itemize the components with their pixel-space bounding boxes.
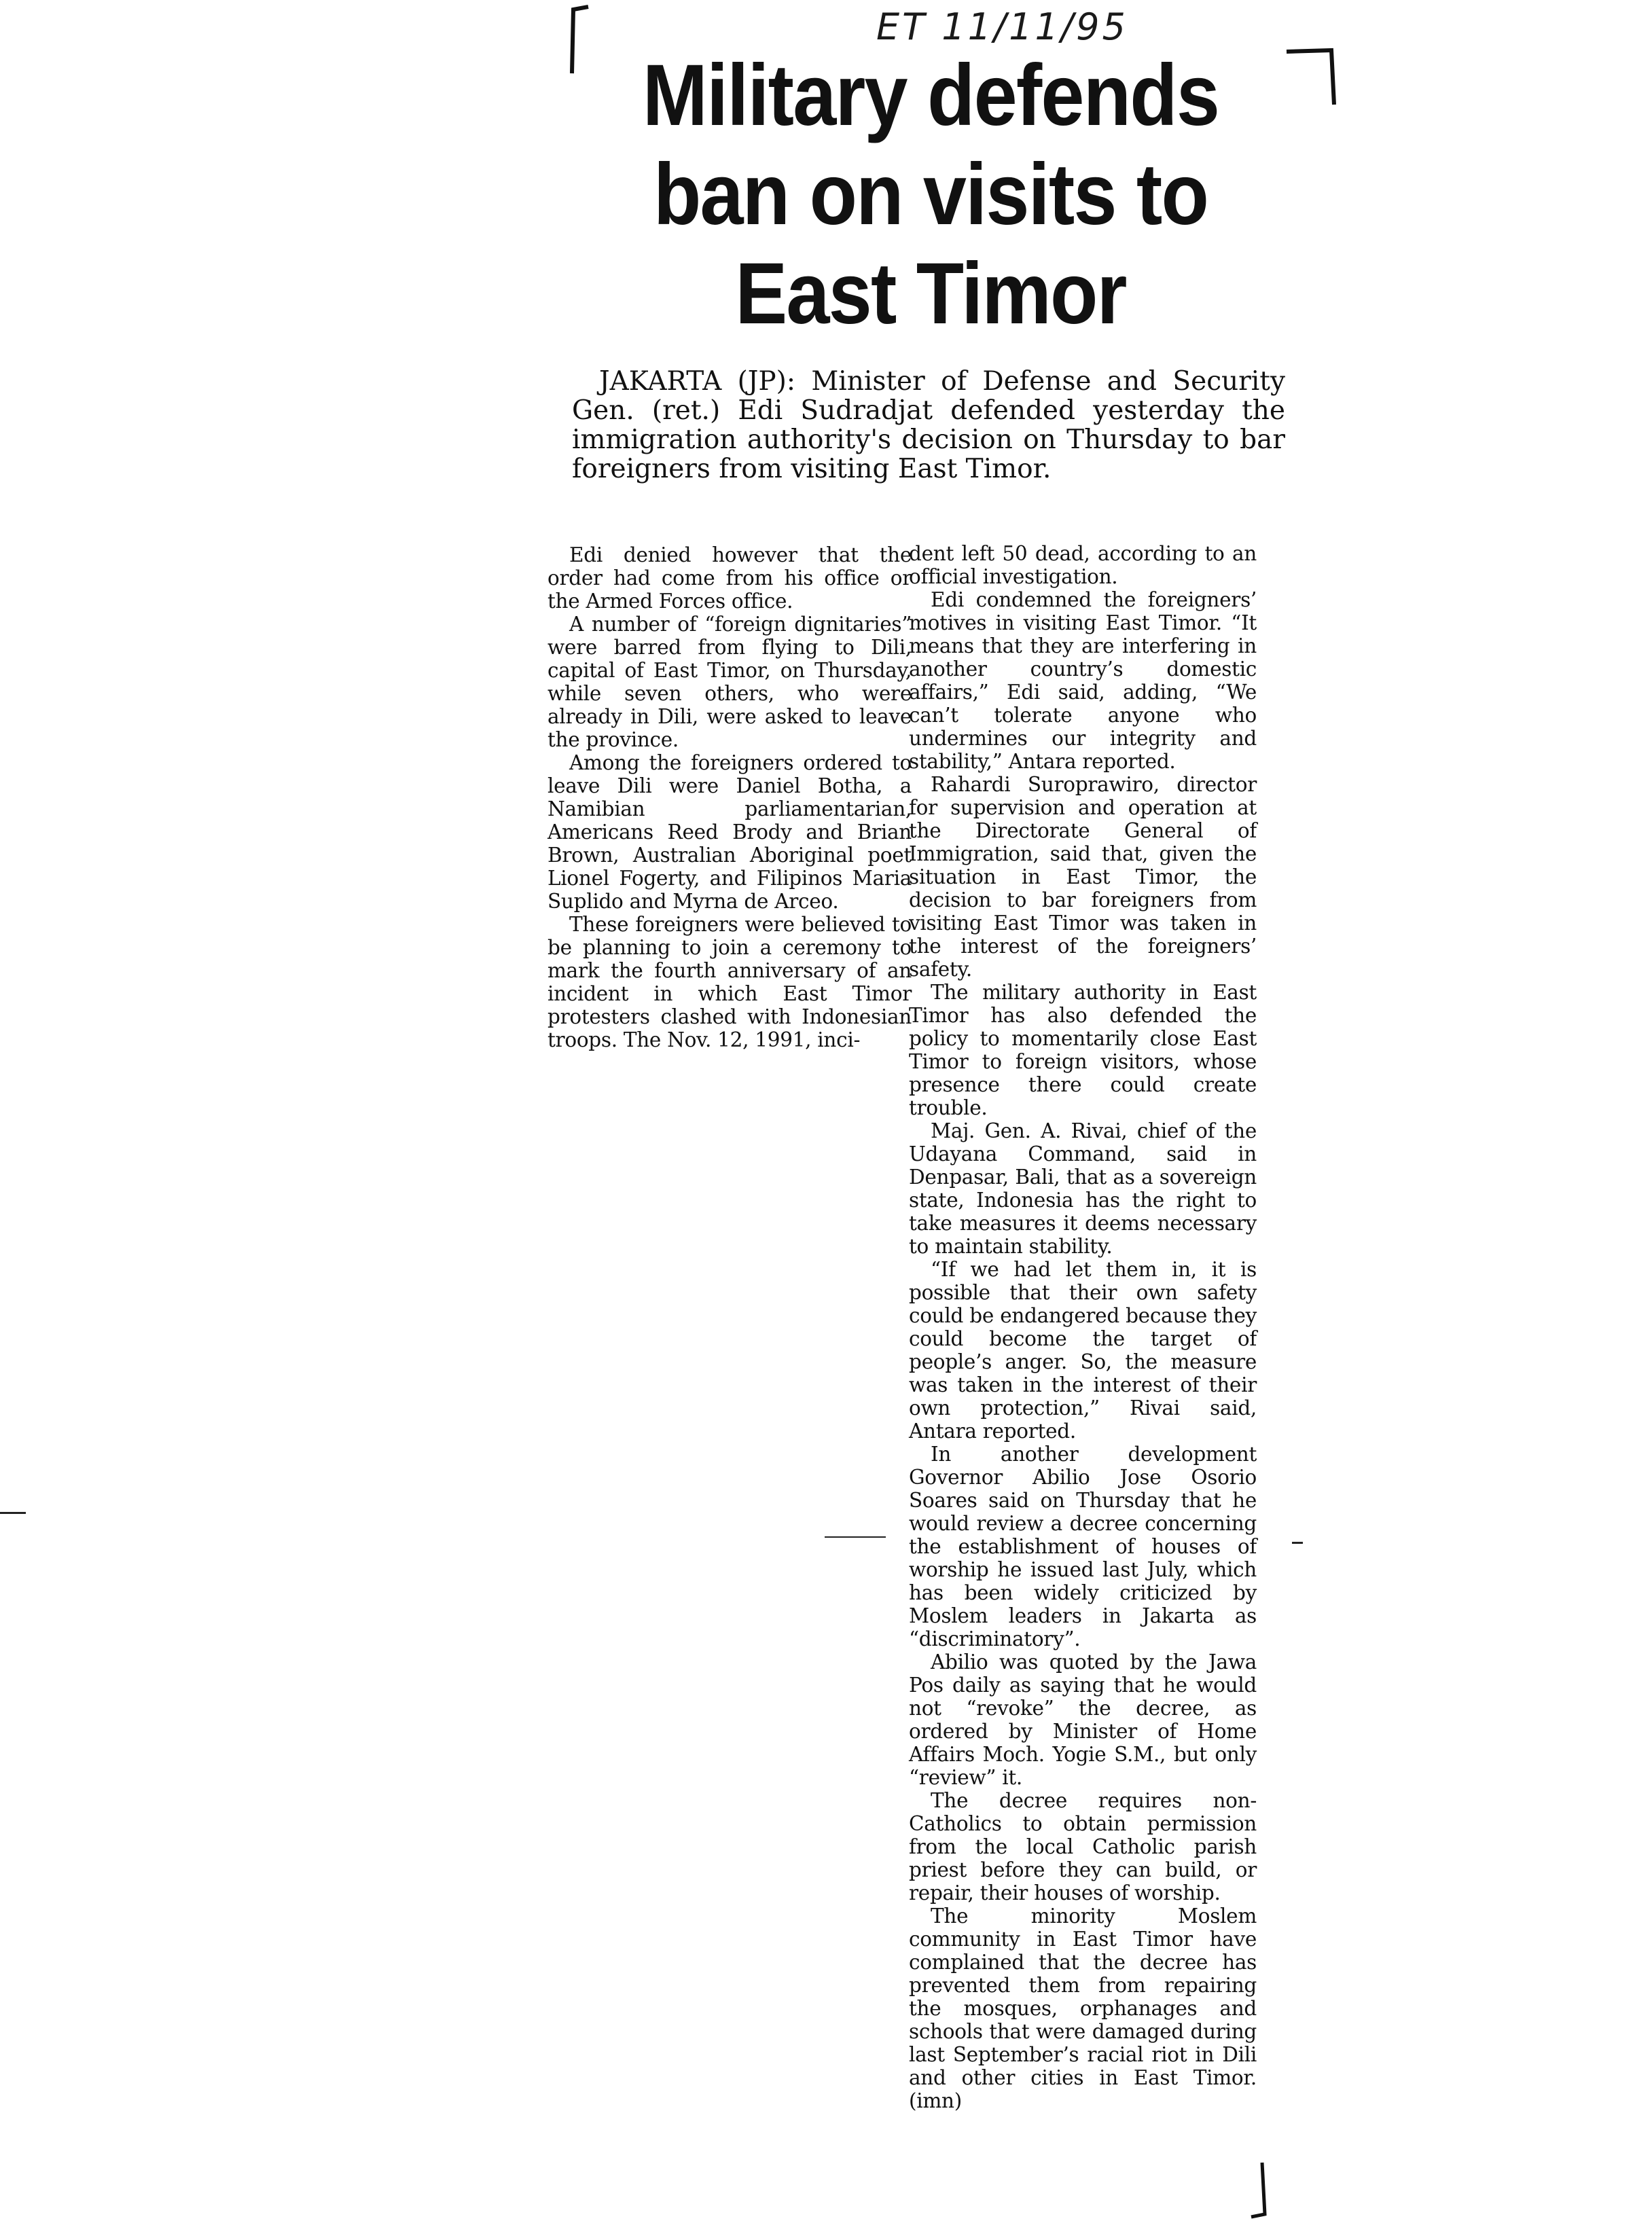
paragraph: Abilio was quoted by the Jawa Pos daily as saying that he would not “revoke” the decree, as ordered by Minister of Home Affairs Moch. Yogie S.M., but only “review” it. bbox=[909, 1650, 1257, 1789]
scan-mark-middle bbox=[825, 1536, 886, 1538]
clipping-bracket-top-left bbox=[568, 3, 595, 77]
paragraph: Edi denied however that the order had come from his office or the Armed Forces office. bbox=[547, 543, 912, 613]
paragraph: The military authority in East Timor has also defended the policy to momentarily close East Timor to foreign visitors, whose presence there could create trouble. bbox=[909, 981, 1257, 1119]
paragraph: “If we had let them in, it is possible that their own safety could be endangered because they could become the target of people’s anger. So, the measure was taken in the interest of their own protection,” Rivai said, Antara reported. bbox=[909, 1258, 1257, 1443]
scan-mark-left bbox=[0, 1512, 26, 1514]
paragraph: Rahardi Suroprawiro, director for supervision and operation at the Directorate General of Immigration, said that, given the situation in East Timor, the decision to bar foreigners from visiting East Timor was taken in the interest of the foreigners’ safety. bbox=[909, 773, 1257, 981]
paragraph: These foreigners were believed to be planning to join a ceremony to mark the fourth anniversary of an incident in which East Timor protesters clashed with Indonesian troops. The Nov. 12, 1991, inci- bbox=[547, 913, 912, 1051]
lead-paragraph bbox=[572, 367, 1285, 484]
clipping-bracket-top-right bbox=[1284, 48, 1345, 109]
article-column-right bbox=[909, 542, 1257, 2112]
scan-mark-right bbox=[1292, 1542, 1303, 1544]
article-column-left bbox=[547, 543, 912, 1051]
clipping-bracket-bottom-right bbox=[1249, 2160, 1276, 2221]
lead-text: JAKARTA (JP): Minister of Defense and Security Gen. (ret.) Edi Sudradjat defended yesterday the immigration authority's decision on Thursday to bar foreigners from visiting East Timor. bbox=[572, 366, 1285, 484]
paragraph: A number of “foreign dignitaries” were barred from flying to Dili, capital of East Timor, on Thursday, while seven others, who were already in Dili, were asked to leave the province. bbox=[547, 613, 912, 751]
headline: Military defends ban on visits to East Timor bbox=[642, 47, 1219, 342]
paragraph: Among the foreigners ordered to leave Dili were Daniel Botha, a Namibian parliamentarian, Americans Reed Brody and Brian Brown, Australian Aboriginal poet Lionel Fogerty, and Filipinos Maria Suplido and Myrna de Arceo. bbox=[547, 751, 912, 913]
paragraph: In another development Governor Abilio Jose Osorio Soares said on Thursday that he would review a decree concerning the establishment of houses of worship he issued last July, which has been widely criticized by Moslem leaders in Jakarta as “discriminatory”. bbox=[909, 1443, 1257, 1650]
paragraph: Edi condemned the foreigners’ motives in visiting East Timor. “It means that they are interfering in another country’s domestic affairs,” Edi said, adding, “We can’t tolerate anyone who undermines our integrity and stability,” Antara reported. bbox=[909, 588, 1257, 773]
paragraph: dent left 50 dead, according to an official investigation. bbox=[909, 542, 1257, 588]
paragraph: The decree requires non-Catholics to obtain permission from the local Catholic parish priest before they can build, or repair, their houses of worship. bbox=[909, 1789, 1257, 1904]
handwritten-date-annotation: ET 11/11/95 bbox=[876, 5, 1128, 48]
paragraph: Maj. Gen. A. Rivai, chief of the Udayana Command, said in Denpasar, Bali, that as a sovereign state, Indonesia has the right to take measures it deems necessary to maintain stability. bbox=[909, 1119, 1257, 1258]
paragraph: The minority Moslem community in East Timor have complained that the decree has prevented them from repairing the mosques, orphanages and schools that were damaged during last September’s racial riot in Dili and other cities in East Timor. (imn) bbox=[909, 1904, 1257, 2112]
